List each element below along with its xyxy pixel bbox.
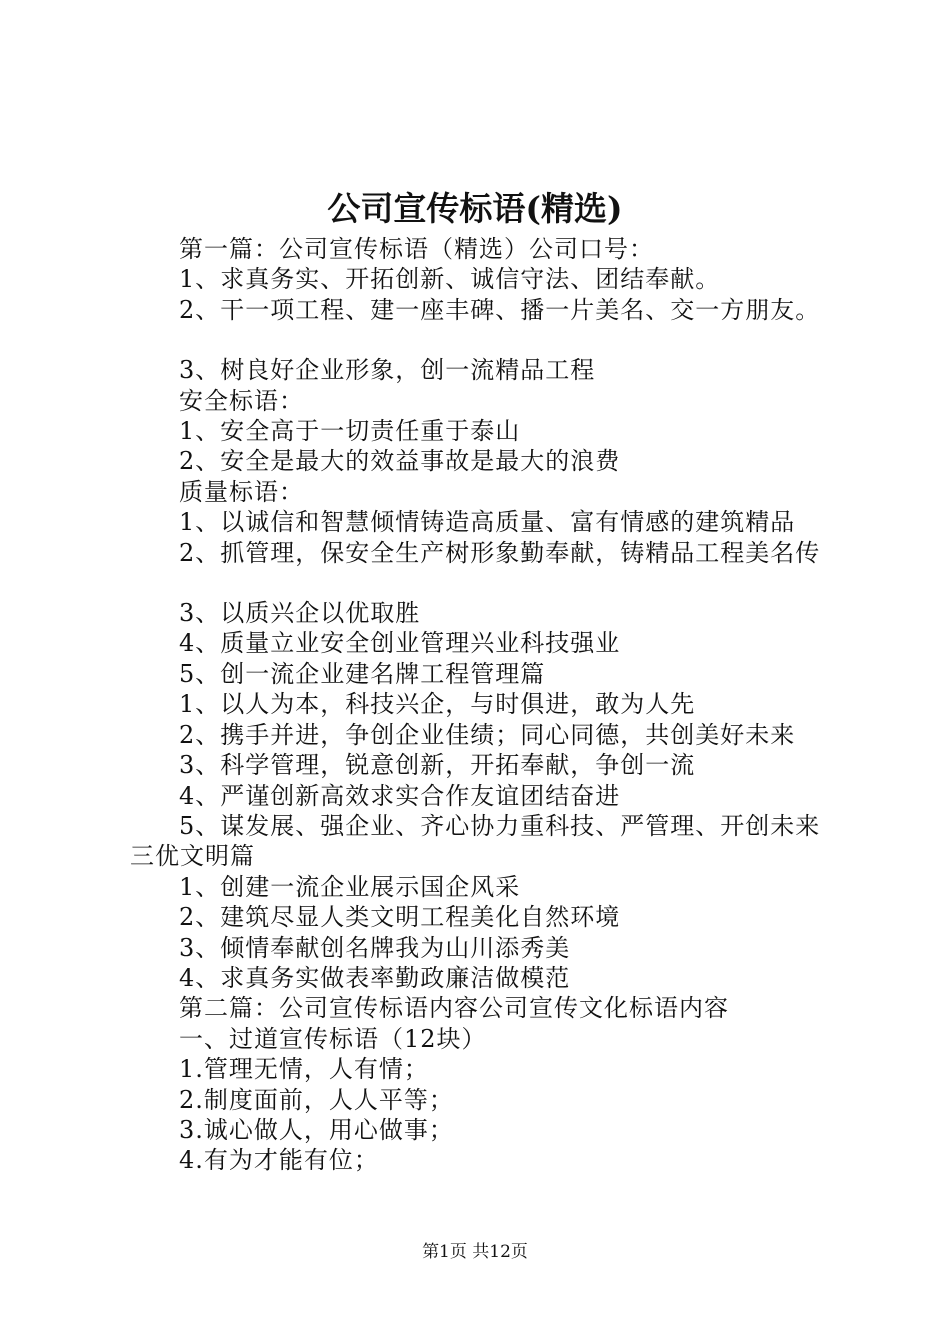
- text-line: 2、抓管理，保安全生产树形象勤奉献，铸精品工程美名传: [179, 538, 821, 567]
- text-line: 2、干一项工程、建一座丰碑、播一片美名、交一方朋友。: [179, 295, 821, 324]
- page-number: 第1页 共12页: [422, 1242, 528, 1262]
- text-line: 质量标语：: [179, 477, 304, 506]
- text-line: 1、以人为本，科技兴企，与时俱进，敢为人先: [179, 690, 696, 719]
- text-line: 3.诚心做人，用心做事；: [179, 1115, 454, 1144]
- text-line: 1、创建一流企业展示国企风采: [179, 872, 521, 901]
- text-line: 1.管理无情，人有情；: [179, 1055, 429, 1084]
- document-body: [130, 234, 850, 1176]
- text-line: 2、建筑尽显人类文明工程美化自然环境: [179, 903, 621, 932]
- text-line: 2.制度面前，人人平等；: [179, 1085, 454, 1114]
- text-line: 2、携手并进，争创企业佳绩；同心同德，共创美好未来: [179, 720, 796, 749]
- text-line: 3、以质兴企以优取胜: [179, 599, 421, 628]
- text-line: 5、谋发展、强企业、齐心协力重科技、严管理、开创未来: [179, 811, 821, 840]
- text-line: 三优文明篇: [130, 842, 255, 871]
- document-title: 公司宣传标语(精选): [327, 189, 623, 228]
- text-line: 1、安全高于一切责任重于泰山: [179, 417, 521, 446]
- text-line: 第一篇：公司宣传标语（精选）公司口号：: [179, 235, 654, 263]
- text-line: 4、质量立业安全创业管理兴业科技强业: [179, 629, 621, 658]
- text-line: 1、以诚信和智慧倾情铸造高质量、富有情感的建筑精品: [179, 508, 796, 537]
- text-line: 3、科学管理，锐意创新，开拓奉献，争创一流: [179, 751, 696, 780]
- text-line: 4、严谨创新高效求实合作友谊团结奋进: [179, 781, 621, 810]
- text-line: 第二篇：公司宣传标语内容公司宣传文化标语内容: [179, 994, 729, 1023]
- text-line: 一、过道宣传标语（12块）: [179, 1024, 487, 1053]
- text-line: 4、求真务实做表率勤政廉洁做模范: [179, 963, 571, 992]
- text-line: 安全标语：: [179, 386, 304, 415]
- text-line: 4.有为才能有位；: [179, 1146, 379, 1175]
- text-line: 3、树良好企业形象，创一流精品工程: [179, 356, 596, 385]
- text-line: 3、倾情奉献创名牌我为山川添秀美: [179, 933, 571, 962]
- text-line: 1、求真务实、开拓创新、诚信守法、团结奉献。: [179, 265, 721, 294]
- text-line: 5、创一流企业建名牌工程管理篇: [179, 659, 546, 688]
- text-line: 2、安全是最大的效益事故是最大的浪费: [179, 447, 621, 476]
